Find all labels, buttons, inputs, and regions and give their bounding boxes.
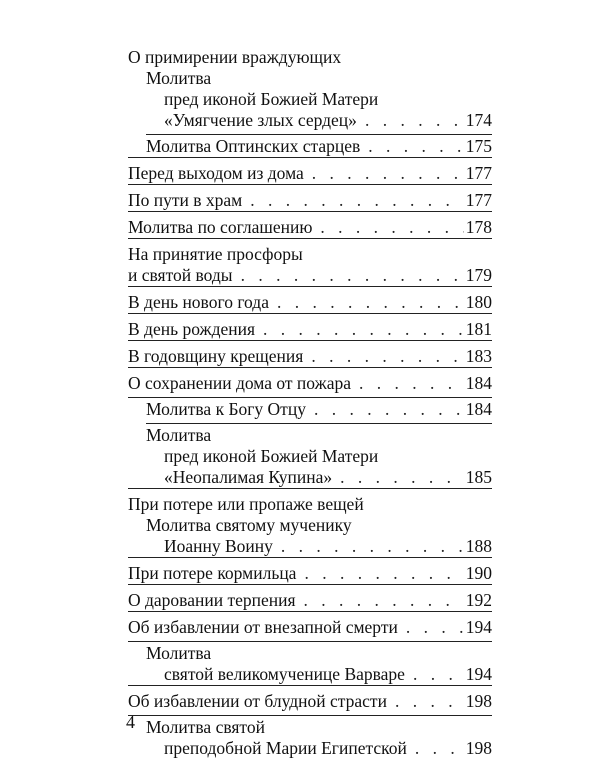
entry-line-wrap bbox=[146, 446, 492, 467]
entry-line bbox=[164, 536, 492, 557]
entry-line-wrap bbox=[146, 536, 492, 557]
dot-leader bbox=[255, 319, 464, 340]
dot-leader bbox=[242, 190, 464, 211]
entry-line-wrap bbox=[146, 467, 492, 488]
entry-line: На принятие просфоры bbox=[128, 244, 303, 264]
dot-leader bbox=[304, 163, 464, 184]
entry-line bbox=[164, 738, 492, 759]
entry-page: 184 bbox=[465, 373, 492, 393]
entry-line bbox=[128, 691, 492, 712]
entry-page: 181 bbox=[465, 319, 492, 339]
dot-leader bbox=[360, 136, 464, 157]
sub-entries bbox=[128, 515, 492, 557]
toc-entry bbox=[128, 691, 492, 759]
entry-title: Молитва Оптинских старцев bbox=[146, 136, 361, 156]
dot-leader bbox=[296, 563, 464, 584]
sub-entry bbox=[146, 134, 492, 157]
toc-entry bbox=[128, 163, 492, 185]
dot-leader bbox=[269, 292, 464, 313]
dot-leader bbox=[296, 590, 464, 611]
toc-entry bbox=[128, 494, 492, 558]
entry-title: «Неопалимая Купина» bbox=[164, 467, 333, 487]
entry-title: Об избавлении от блудной страсти bbox=[128, 691, 387, 711]
toc-entry bbox=[128, 346, 492, 368]
sub-entry bbox=[146, 515, 492, 557]
sub-entries bbox=[128, 641, 492, 685]
dot-leader bbox=[351, 373, 464, 394]
entry-page: 178 bbox=[465, 217, 492, 237]
entry-page: 183 bbox=[465, 346, 492, 366]
entry-line bbox=[128, 617, 492, 638]
entry-title: В день нового года bbox=[128, 292, 269, 312]
sub-entry bbox=[146, 643, 492, 685]
sub-entry bbox=[146, 68, 492, 131]
entry-title: святой великомученице Варваре bbox=[164, 664, 405, 684]
entry-title: О сохранении дома от пожара bbox=[128, 373, 351, 393]
entry-page: 177 bbox=[465, 163, 492, 183]
entry-title: О даровании терпения bbox=[128, 590, 296, 610]
sub-entry bbox=[146, 399, 492, 420]
entry-page: 185 bbox=[465, 467, 492, 487]
sub-entry bbox=[146, 717, 492, 759]
entry-title: Молитва к Богу Отцу bbox=[146, 399, 306, 419]
entry-page: 190 bbox=[465, 563, 492, 583]
sub-entries bbox=[128, 397, 492, 488]
entry-title: и святой воды bbox=[128, 265, 233, 285]
dot-leader bbox=[405, 664, 464, 685]
entry-page: 184 bbox=[465, 399, 492, 419]
dot-leader bbox=[407, 738, 464, 759]
dot-leader bbox=[303, 346, 464, 367]
entry-line bbox=[128, 265, 492, 286]
dot-leader bbox=[312, 217, 464, 238]
toc-entry bbox=[128, 590, 492, 612]
entry-line-wrap bbox=[146, 110, 492, 131]
dot-leader bbox=[357, 110, 464, 131]
entry-page: 194 bbox=[465, 664, 492, 684]
entry-page: 175 bbox=[465, 136, 492, 156]
entry-title: По пути в храм bbox=[128, 190, 243, 210]
page-number: 4 bbox=[126, 712, 135, 732]
toc-entry bbox=[128, 244, 492, 287]
entry-line: Молитва bbox=[146, 425, 212, 445]
entry-line bbox=[128, 590, 492, 611]
entry-line: Молитва bbox=[146, 643, 212, 663]
dot-leader bbox=[306, 399, 464, 420]
entry-title: В день рождения bbox=[128, 319, 256, 339]
entry-page: 198 bbox=[465, 738, 492, 758]
sub-entry bbox=[146, 423, 492, 488]
entry-line: Молитва святому мученику bbox=[146, 515, 352, 535]
entry-title: В годовщину крещения bbox=[128, 346, 304, 366]
entry-title: При потере кормильца bbox=[128, 563, 297, 583]
entry-line bbox=[128, 190, 492, 211]
entry-page: 194 bbox=[465, 617, 492, 637]
entry-title: преподобной Марии Египетской bbox=[164, 738, 407, 758]
entry-page: 198 bbox=[465, 691, 492, 711]
entry-line bbox=[146, 136, 492, 157]
entry-heading: При потере или пропаже вещей bbox=[128, 494, 364, 514]
toc-entry bbox=[128, 563, 492, 585]
toc-entry bbox=[128, 373, 492, 489]
entry-line bbox=[128, 292, 492, 313]
entry-page: 174 bbox=[465, 110, 492, 130]
entry-title: Иоанну Воину bbox=[164, 536, 273, 556]
dot-leader bbox=[387, 691, 464, 712]
toc-entry bbox=[128, 292, 492, 314]
dot-leader bbox=[398, 617, 464, 638]
entry-line: Молитва bbox=[146, 68, 212, 88]
entry-line bbox=[128, 163, 492, 184]
dot-leader bbox=[233, 265, 464, 286]
entry-line bbox=[128, 319, 492, 340]
entry-line bbox=[128, 217, 492, 238]
table-of-contents bbox=[128, 47, 492, 764]
entry-line bbox=[164, 467, 492, 488]
entry-heading: О примирении враждующих bbox=[128, 47, 342, 67]
dot-leader bbox=[273, 536, 464, 557]
toc-entry bbox=[128, 190, 492, 212]
entry-title: «Умягчение злых сердец» bbox=[164, 110, 357, 130]
dot-leader bbox=[332, 467, 464, 488]
entry-page: 177 bbox=[465, 190, 492, 210]
entry-line bbox=[128, 563, 492, 584]
entry-line-wrap bbox=[146, 664, 492, 685]
entry-title: Молитва по соглашению bbox=[128, 217, 313, 237]
entry-line bbox=[146, 399, 492, 420]
toc-entry bbox=[128, 319, 492, 341]
entry-line-wrap bbox=[146, 89, 492, 110]
toc-entry bbox=[128, 217, 492, 239]
entry-page: 180 bbox=[465, 292, 492, 312]
entry-line bbox=[164, 110, 492, 131]
sub-entries bbox=[128, 715, 492, 759]
entry-line bbox=[128, 373, 492, 394]
entry-line: Молитва святой bbox=[146, 717, 265, 737]
entry-title: Перед выходом из дома bbox=[128, 163, 304, 183]
toc-entry bbox=[128, 617, 492, 686]
entry-page: 188 bbox=[465, 536, 492, 556]
entry-line: пред иконой Божией Матери bbox=[164, 446, 379, 466]
sub-entries bbox=[128, 68, 492, 157]
entry-page: 179 bbox=[465, 265, 492, 285]
entry-title: Об избавлении от внезапной смерти bbox=[128, 617, 398, 637]
entry-line bbox=[164, 664, 492, 685]
entry-line-wrap bbox=[146, 738, 492, 759]
entry-page: 192 bbox=[465, 590, 492, 610]
entry-line bbox=[128, 346, 492, 367]
toc-entry bbox=[128, 47, 492, 158]
entry-line: пред иконой Божией Матери bbox=[164, 89, 379, 109]
